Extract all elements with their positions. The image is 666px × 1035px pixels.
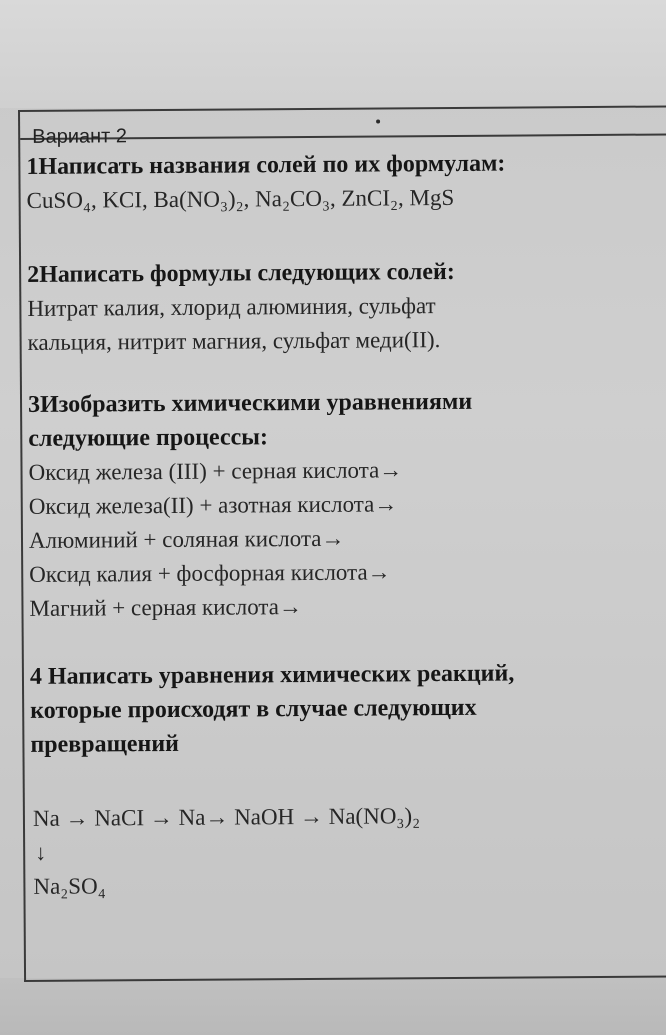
task-4: [30, 656, 661, 762]
task-3-title-cont: следующие процессы:: [28, 424, 269, 452]
task-2-title: 2Написать формулы следующих солей:: [27, 258, 455, 288]
task-1-title: 1Написать названия солей по их формулам:: [26, 150, 506, 180]
task-3-process: Оксид калия + фосфорная кислота→: [29, 559, 391, 587]
background-bottom: [0, 978, 666, 1035]
task-2: [27, 254, 658, 360]
task-3-process: Алюминий + соляная кислота→: [28, 525, 345, 553]
task-4-title: 4 Написать уравнения химических реакций,: [29, 660, 515, 690]
task-1: [26, 146, 656, 218]
task-2-line: Нитрат калия, хлорид алюминия, сульфат: [27, 293, 436, 321]
chain-line: Na → NaCI → Na→ NaOH → Na(NO₃)₂: [32, 803, 421, 831]
task-4-title-cont: которые происходят в случае следующих: [30, 694, 477, 724]
task-1-formulas: CuSO₄, KCI, Ba(NO₃)₂, Na₂CO₃, ZnCI₂, MgS: [26, 184, 455, 213]
task-3: [28, 384, 660, 626]
down-arrow-icon: ↓: [35, 839, 47, 865]
task-4-title-cont: превращений: [30, 730, 180, 758]
ink-dot: [376, 119, 380, 123]
transformation-chain: [33, 798, 664, 904]
task-3-process: Оксид железа (III) + серная кислота→: [28, 457, 403, 485]
task-3-title: 3Изобразить химическими уравнениями: [27, 388, 473, 418]
background-top: [0, 0, 666, 108]
worksheet: [18, 105, 666, 982]
task-2-line: кальция, нитрит магния, сульфат меди(II).: [27, 327, 441, 355]
variant-label: Вариант 2: [32, 125, 128, 148]
task-3-process: Магний + серная кислота→: [29, 594, 303, 621]
chain-branch: Na₂SO₄: [33, 873, 106, 899]
task-3-process: Оксид железа(II) + азотная кислота→: [28, 491, 398, 519]
